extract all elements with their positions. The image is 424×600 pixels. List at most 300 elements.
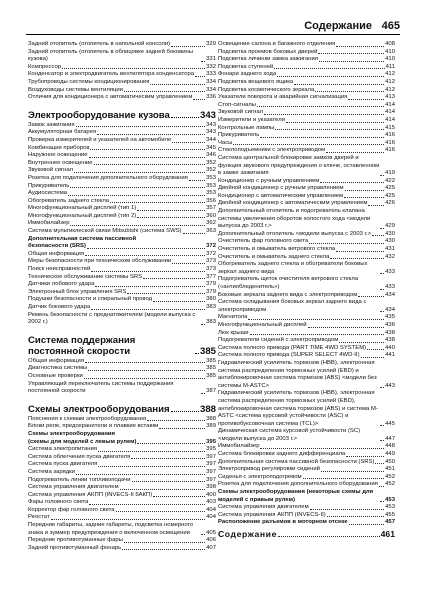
- toc-entry-title: Электронный блок управления SRS: [28, 288, 127, 295]
- toc-entry-page: 331: [206, 56, 216, 63]
- toc-entry: [28, 381, 216, 396]
- toc-entry: [218, 276, 395, 291]
- dot-leader: [89, 157, 206, 158]
- toc-entry: [218, 231, 395, 239]
- toc-entry: [28, 94, 216, 102]
- toc-entry-title: Задний противотуманный фонарь: [28, 544, 122, 551]
- toc-entry-title: Аудиосистема: [28, 190, 68, 197]
- dot-leader: [344, 197, 384, 198]
- dot-leader: [132, 481, 206, 482]
- toc-entry: [28, 461, 216, 469]
- dot-leader: [91, 271, 205, 272]
- toc-entry: [28, 41, 216, 49]
- dot-leader: [147, 420, 205, 421]
- toc-entry-page: 425: [385, 192, 395, 199]
- toc-entry-page: 411: [385, 63, 395, 70]
- toc-entry-title: Контрольные лампы: [218, 124, 275, 131]
- dot-leader: [171, 46, 205, 47]
- toc-entry-title: Система складывания боковых зеркал заднего вида с электроприводом: [218, 299, 367, 313]
- toc-entry-page: 432: [385, 253, 395, 260]
- toc-entry: [28, 266, 216, 274]
- toc-entry-title: Система полного привода (PART TIME 4WD SYSTEM): [218, 344, 367, 351]
- dot-leader: [286, 122, 384, 123]
- toc-entry-title: Передние габариты, задние габариты, подсветка номерного знака и зуммер предупреждения о включенном освещении: [28, 522, 193, 536]
- toc-entry-title: Подсветка личинки замка зажигания: [218, 56, 318, 63]
- toc-entry-page: 419: [385, 170, 395, 177]
- dot-leader: [233, 144, 384, 145]
- toc-entry: [218, 504, 395, 512]
- toc-entry: [218, 337, 395, 345]
- dot-leader: [110, 202, 205, 203]
- toc-entry-title: Электропривод регулировки сидений: [218, 466, 320, 473]
- toc-entry-title: Подсветка вещевого ящика: [218, 78, 294, 85]
- toc-entry: [28, 484, 216, 492]
- toc-entry-title: Освещение салона и багажного отделения: [218, 41, 336, 47]
- dot-leader: [278, 536, 380, 537]
- toc-entry-title: Содержание: [218, 529, 277, 539]
- toc-entry: [28, 175, 216, 183]
- dot-leader: [380, 228, 384, 229]
- toc-entry-title: Реостат: [28, 514, 50, 521]
- dot-leader: [195, 76, 205, 77]
- toc-entry-page: 431: [385, 246, 395, 253]
- dot-leader: [76, 126, 206, 127]
- toc-entry-title: Наружное освещение: [28, 152, 88, 159]
- toc-entry: [218, 94, 395, 102]
- toc-entry-title: Прикуриватель: [28, 182, 70, 189]
- toc-entry-title: Ремень безопасности с преднатяжителем (модели выпуска с 2002 г.): [28, 311, 196, 326]
- toc-entry: [218, 489, 395, 504]
- dot-leader: [257, 106, 384, 107]
- toc-entry: [28, 71, 216, 79]
- dot-leader: [368, 205, 384, 206]
- dot-leader: [361, 357, 385, 358]
- toc-entry-page: 433: [385, 268, 395, 275]
- toc-entry-title: Иммобилайзер: [28, 220, 70, 227]
- dot-leader: [153, 301, 205, 302]
- toc-entry-title: Схемы электрооборудования (некоторые схемы для моделей с правым рулем): [218, 489, 374, 503]
- toc-entry-page: 379: [206, 281, 216, 288]
- toc-entry-page: 438: [385, 337, 395, 344]
- toc-entry-title: Сиденья с электроподогревом: [218, 473, 302, 480]
- toc-entry-page: 451: [385, 466, 395, 473]
- dot-leader: [172, 142, 205, 143]
- toc-entry-page: 412: [385, 71, 395, 78]
- toc-entry-page: 403: [206, 499, 216, 506]
- dot-leader: [248, 319, 384, 320]
- toc-entry-title: Фонари заднего хода: [218, 71, 277, 78]
- dot-leader: [380, 311, 384, 312]
- toc-entry: [28, 258, 216, 266]
- toc-entry-title: Проверка измерителей и указателей на автомобиле: [28, 136, 172, 143]
- dot-leader: [274, 68, 384, 69]
- toc-entry-title: Замок зажигания: [28, 121, 75, 128]
- dot-leader: [294, 84, 384, 85]
- toc-entry: [28, 499, 216, 507]
- toc-entry-title: Система облегчения пуска двигателя: [28, 453, 131, 460]
- dot-leader: [348, 99, 384, 100]
- toc-entry-page: 436: [385, 321, 395, 328]
- toc-entry-title: (схемы для моделей с левым рулем): [28, 438, 137, 445]
- toc-entry-page: 395: [206, 438, 216, 445]
- toc-entry-title: Управляющий переключатель системы поддержания постоянной скорости: [28, 380, 174, 395]
- toc-entry-title: Конденсатор и электродвигатель вентилятора конденсатора: [28, 71, 194, 78]
- toc-entry-title: Система мультиклеской связи Mitsubishi (система SWS): [28, 228, 182, 235]
- toc-entry: [28, 110, 216, 121]
- toc-entry: [28, 220, 216, 228]
- toc-entry: [218, 109, 395, 117]
- toc-entry: [28, 537, 216, 545]
- toc-entry-page: 453: [385, 504, 395, 511]
- toc-entry-title: Система блокировки заднего дифференциала: [218, 451, 346, 458]
- toc-entry-title: Отличия для кондиционера с автоматическим управлением: [28, 94, 193, 101]
- dot-leader: [320, 182, 384, 183]
- toc-entry: [28, 274, 216, 282]
- toc-entry-title: Стоп-сигналы: [218, 101, 256, 108]
- toc-entry: [218, 261, 395, 276]
- dot-leader: [116, 511, 206, 512]
- toc-entry-title: Дополнительный отопитель <модели выпуска с 2003 г.>: [218, 230, 372, 237]
- toc-entry-page: 430: [385, 230, 395, 237]
- toc-entry: [218, 56, 395, 64]
- dot-leader: [336, 251, 384, 252]
- toc-entry-page: 343: [206, 121, 216, 128]
- toc-entry-page: 453: [385, 496, 395, 503]
- toc-entry-title: Розетка для подключения дополнительного оборудования: [28, 174, 188, 181]
- toc-entry-page: 385: [206, 372, 216, 379]
- dot-leader: [172, 263, 205, 264]
- dot-leader: [201, 61, 205, 62]
- toc-entry: [28, 439, 216, 447]
- toc-entry-page: 415: [385, 124, 395, 131]
- toc-entry: [28, 281, 216, 289]
- dot-leader: [277, 76, 384, 77]
- dot-leader: [84, 378, 205, 379]
- toc-entry-page: 441: [385, 352, 395, 359]
- dot-leader: [367, 349, 384, 350]
- dot-leader: [62, 68, 205, 69]
- toc-entry-title: Измерители и указатели: [218, 116, 285, 123]
- toc-entry-page: 343: [199, 109, 216, 121]
- toc-entry-page: 353: [206, 190, 216, 197]
- toc-entry-title: Подогреватели сидений с электроприводом: [218, 337, 339, 344]
- toc-entry-title: Система управления АКПП (INVECS-II): [218, 511, 326, 518]
- dot-leader: [124, 91, 205, 92]
- dot-leader: [303, 478, 385, 479]
- toc-entry-title: Комбинация приборов: [28, 144, 90, 151]
- dot-leader: [275, 129, 384, 130]
- dot-leader: [201, 393, 205, 394]
- toc-entry-title: Указатели поворота и аварийная сигнализация: [218, 94, 348, 101]
- dot-leader: [375, 463, 384, 464]
- toc-entry-title: Корректор фар головного света: [28, 506, 115, 513]
- dot-leader: [315, 91, 384, 92]
- toc-entry: [28, 122, 216, 130]
- toc-entry-page: 430: [385, 238, 395, 245]
- toc-entry-page: 398: [206, 484, 216, 491]
- toc-entry-title: Расположение разъемов в моторном отсеке: [218, 519, 348, 526]
- toc-entry-title: Обогреватель заднего стекла и обогреватели боковых зеркал заднего вида: [218, 261, 368, 275]
- dot-leader: [318, 53, 384, 54]
- toc-entry: [218, 147, 395, 155]
- toc-entry-page: 448: [385, 443, 395, 450]
- dot-leader: [380, 425, 384, 426]
- toc-entry-page: 404: [206, 514, 216, 521]
- dot-leader: [189, 180, 205, 181]
- dot-leader: [68, 195, 205, 196]
- toc-entry-page: 435: [385, 314, 395, 321]
- toc-entry: [28, 431, 216, 439]
- toc-entry-title: Стеклоподъемники с электроприводом: [218, 147, 326, 154]
- dot-leader: [380, 501, 384, 502]
- toc-entry-title: Обогреватель заднего стекла: [28, 197, 110, 204]
- toc-entry-title: Прикуриватель: [218, 132, 260, 139]
- toc-entry-title: Основные проверки: [28, 372, 83, 379]
- toc-entry-page: 346: [206, 152, 216, 159]
- toc-entry-title: Звуковой сигнал: [218, 109, 264, 116]
- dot-leader: [349, 524, 385, 525]
- toc-entry: [218, 64, 395, 72]
- toc-entry-page: 408: [385, 41, 395, 47]
- toc-entry-page: 344: [206, 136, 216, 143]
- toc-entry-page: 457: [385, 519, 395, 526]
- toc-entry-page: 360: [206, 212, 216, 219]
- toc-entry: [218, 428, 395, 443]
- toc-entry-page: 445: [385, 420, 395, 427]
- toc-entry: [218, 512, 395, 520]
- toc-entry-page: 404: [206, 506, 216, 513]
- dot-leader: [97, 134, 205, 135]
- dot-leader: [124, 542, 205, 543]
- toc-entry-page: 440: [385, 344, 395, 351]
- toc-entry-title: Система зарядки: [28, 468, 76, 475]
- toc-entry-page: 450: [385, 458, 395, 465]
- dot-leader: [70, 187, 205, 188]
- toc-entry-page: 412: [385, 86, 395, 93]
- toc-entry: [28, 183, 216, 191]
- dot-leader: [380, 273, 384, 274]
- toc-entry-title: Подсветка косметического зеркала: [218, 86, 315, 93]
- toc-entry: [28, 49, 216, 64]
- dot-leader: [345, 190, 385, 191]
- toc-entry-page: 410: [385, 56, 395, 63]
- page-header: [26, 20, 400, 33]
- dot-leader: [183, 233, 206, 234]
- toc-entry-page: 334: [206, 78, 216, 85]
- dot-leader: [201, 324, 205, 325]
- toc-entry-title: Кондиционер с автоматическим управлением: [218, 192, 344, 199]
- toc-entry-page: 357: [206, 205, 216, 212]
- toc-entry-title: Система управления АКПП (INVECS-II 5АКП): [28, 491, 153, 498]
- toc-entry-page: 343: [206, 129, 216, 136]
- toc-entry-page: 416: [385, 132, 395, 139]
- toc-entry-page: 353: [206, 174, 216, 181]
- toc-entry: [28, 190, 216, 198]
- dot-leader: [143, 278, 205, 279]
- dot-leader: [76, 474, 205, 475]
- toc-entry-page: 406: [206, 537, 216, 544]
- toc-entry: [218, 314, 395, 322]
- toc-entry-page: 438: [385, 329, 395, 336]
- toc-entry-title: Меры безопасности при техническом обслуживании: [28, 258, 172, 265]
- toc-entry-page: 414: [385, 101, 395, 108]
- toc-entry-title: Общая информация: [28, 357, 85, 364]
- toc-entry: [28, 228, 216, 236]
- toc-entry-page: 372: [206, 243, 216, 250]
- dot-leader: [159, 428, 205, 429]
- toc-entry: [28, 454, 216, 462]
- dot-leader: [380, 440, 384, 441]
- toc-entry: [218, 345, 395, 353]
- toc-entry-page: 372: [206, 250, 216, 257]
- toc-entry-title: Многофункциональный дисплей (тип 2): [28, 212, 137, 219]
- toc-entry: [28, 312, 216, 327]
- toc-entry-title: Система поддержания постоянной скорости: [28, 334, 136, 357]
- toc-entry-page: 447: [385, 435, 395, 442]
- dot-leader: [264, 114, 384, 115]
- dot-leader: [150, 84, 205, 85]
- toc-entry: [218, 474, 395, 482]
- toc-entry-page: 373: [206, 266, 216, 273]
- dot-leader: [336, 46, 384, 47]
- toc-entry-page: 332: [206, 63, 216, 70]
- toc-entry-page: 416: [385, 139, 395, 146]
- toc-entry-title: Система управления двигателем: [28, 484, 119, 491]
- toc-entry-title: Передние противотуманные фары: [28, 537, 123, 544]
- toc-entry: [218, 292, 395, 300]
- toc-entry: [28, 167, 216, 175]
- dot-leader: [327, 516, 384, 517]
- toc-right-column: [218, 41, 395, 539]
- toc-entry-page: 383: [206, 304, 216, 310]
- toc-entry-page: 422: [385, 177, 395, 184]
- dot-leader: [379, 486, 384, 487]
- toc-entry: [218, 155, 395, 178]
- toc-entry-title: Многофункциональный дисплей: [218, 321, 307, 328]
- toc-entry: [28, 137, 216, 145]
- toc-entry-page: 397: [206, 461, 216, 468]
- toc-entry: [28, 205, 216, 213]
- toc-entry-page: 352: [206, 167, 216, 174]
- dot-leader: [51, 519, 206, 520]
- toc-entry: [218, 200, 395, 208]
- toc-entry-page: 397: [206, 468, 216, 475]
- toc-entry-title: Воздуховоды системы вентиляции: [28, 86, 123, 93]
- toc-entry-page: 407: [206, 544, 216, 551]
- toc-entry: [218, 49, 395, 57]
- toc-entry-page: 388: [206, 415, 216, 422]
- toc-entry-title: Подсветка ступеней: [218, 63, 274, 70]
- toc-entry: [218, 238, 395, 246]
- toc-entry: [28, 64, 216, 72]
- toc-entry: [218, 299, 395, 314]
- toc-entry: [28, 358, 216, 366]
- toc-entry: [28, 404, 216, 415]
- dot-leader: [153, 496, 205, 497]
- toc-entry-page: 380: [206, 296, 216, 303]
- dot-leader: [171, 411, 199, 412]
- dot-leader: [137, 443, 205, 444]
- toc-entry-page: 397: [206, 453, 216, 460]
- toc-entry-page: 443: [385, 382, 395, 389]
- toc-entry-title: Розетка для подключения дополнительного оборудования: [218, 481, 378, 488]
- dot-leader: [195, 353, 199, 354]
- toc-entry-title: Кондиционер с ручным управлением: [218, 177, 320, 184]
- toc-entry-page: 397: [206, 476, 216, 483]
- header-rule: [26, 34, 400, 35]
- toc-entry: [218, 132, 395, 140]
- toc-entry-page: 414: [385, 116, 395, 123]
- toc-entry-title: Система управления двигателем: [218, 504, 309, 511]
- toc-entry-page: 429: [385, 223, 395, 230]
- toc-entry-page: 373: [206, 258, 216, 265]
- toc-entry-title: Динамическая система курсовой устойчивости (SC) <модели выпуска до 2003 г.>: [218, 428, 361, 442]
- toc-entry: [28, 423, 216, 431]
- toc-entry-page: 333: [206, 71, 216, 78]
- dot-leader: [308, 327, 385, 328]
- toc-entry-page: 363: [206, 228, 216, 235]
- toc-entry: [218, 322, 395, 330]
- toc-entry: [218, 360, 395, 390]
- toc-entry: [218, 208, 395, 231]
- toc-entry-title: Компрессор: [28, 63, 62, 70]
- dot-leader: [74, 172, 205, 173]
- toc-entry: [28, 514, 216, 522]
- toc-entry-page: 433: [385, 284, 395, 290]
- toc-entry-page: 389: [206, 423, 216, 430]
- toc-entry: [28, 522, 216, 537]
- toc-entry: [218, 390, 395, 428]
- toc-entry-title: Гидравлический усилитель тормозов (HBB), электронная система распределения тормозных усилий (EBD), антиблокировочная система тормозов (ABS) и система M-ASTC <система курсовой устойчивости (ASC) и противобуксовочная система (TCL)>: [218, 390, 378, 427]
- dot-leader: [260, 137, 384, 138]
- toc-entry: [28, 152, 216, 160]
- dot-leader: [309, 243, 384, 244]
- dot-leader: [339, 342, 384, 343]
- toc-entry-page: 352: [206, 159, 216, 166]
- toc-entry-page: 413: [385, 94, 395, 101]
- toc-entry-title: Звуковой сигнал: [28, 167, 74, 174]
- toc-entry-title: Система полного привода (SUPER SELECT 4WD-II): [218, 352, 360, 359]
- toc-entry-title: Датчики лобового удара: [28, 281, 95, 288]
- toc-entry-title: Схемы электрооборудования: [28, 430, 115, 437]
- dot-leader: [380, 289, 384, 290]
- toc-entry-title: Аккумуляторная батарея: [28, 129, 97, 136]
- toc-entry-title: Датчик бокового удара: [28, 304, 91, 310]
- toc-entry-page: 414: [385, 109, 395, 116]
- dot-leader: [122, 549, 205, 550]
- dot-leader: [250, 334, 385, 335]
- toc-entry: [218, 254, 395, 262]
- toc-entry-title: Многофункциональный дисплей (тип 1): [28, 205, 137, 212]
- toc-entry: [28, 469, 216, 477]
- dot-leader: [346, 456, 384, 457]
- toc-entry-title: Очиститель фар головного света: [218, 238, 309, 245]
- dot-leader: [137, 217, 205, 218]
- toc-entry-page: 379: [206, 288, 216, 295]
- toc-entry-title: Общая информация: [28, 250, 85, 257]
- toc-left-column: [28, 41, 216, 552]
- dot-leader: [358, 296, 384, 297]
- dot-leader: [131, 458, 205, 459]
- toc-entry-title: Двойной кондиционер с ручным управлением: [218, 185, 344, 192]
- dot-leader: [85, 362, 205, 363]
- toc-entry-title: Электрооборудование кузова: [28, 109, 170, 121]
- toc-entry-title: Магнитола: [218, 314, 248, 321]
- toc-entry-page: 385: [206, 365, 216, 372]
- dot-leader: [88, 370, 205, 371]
- toc-entry: [218, 71, 395, 79]
- toc-entry-page: 405: [206, 529, 216, 536]
